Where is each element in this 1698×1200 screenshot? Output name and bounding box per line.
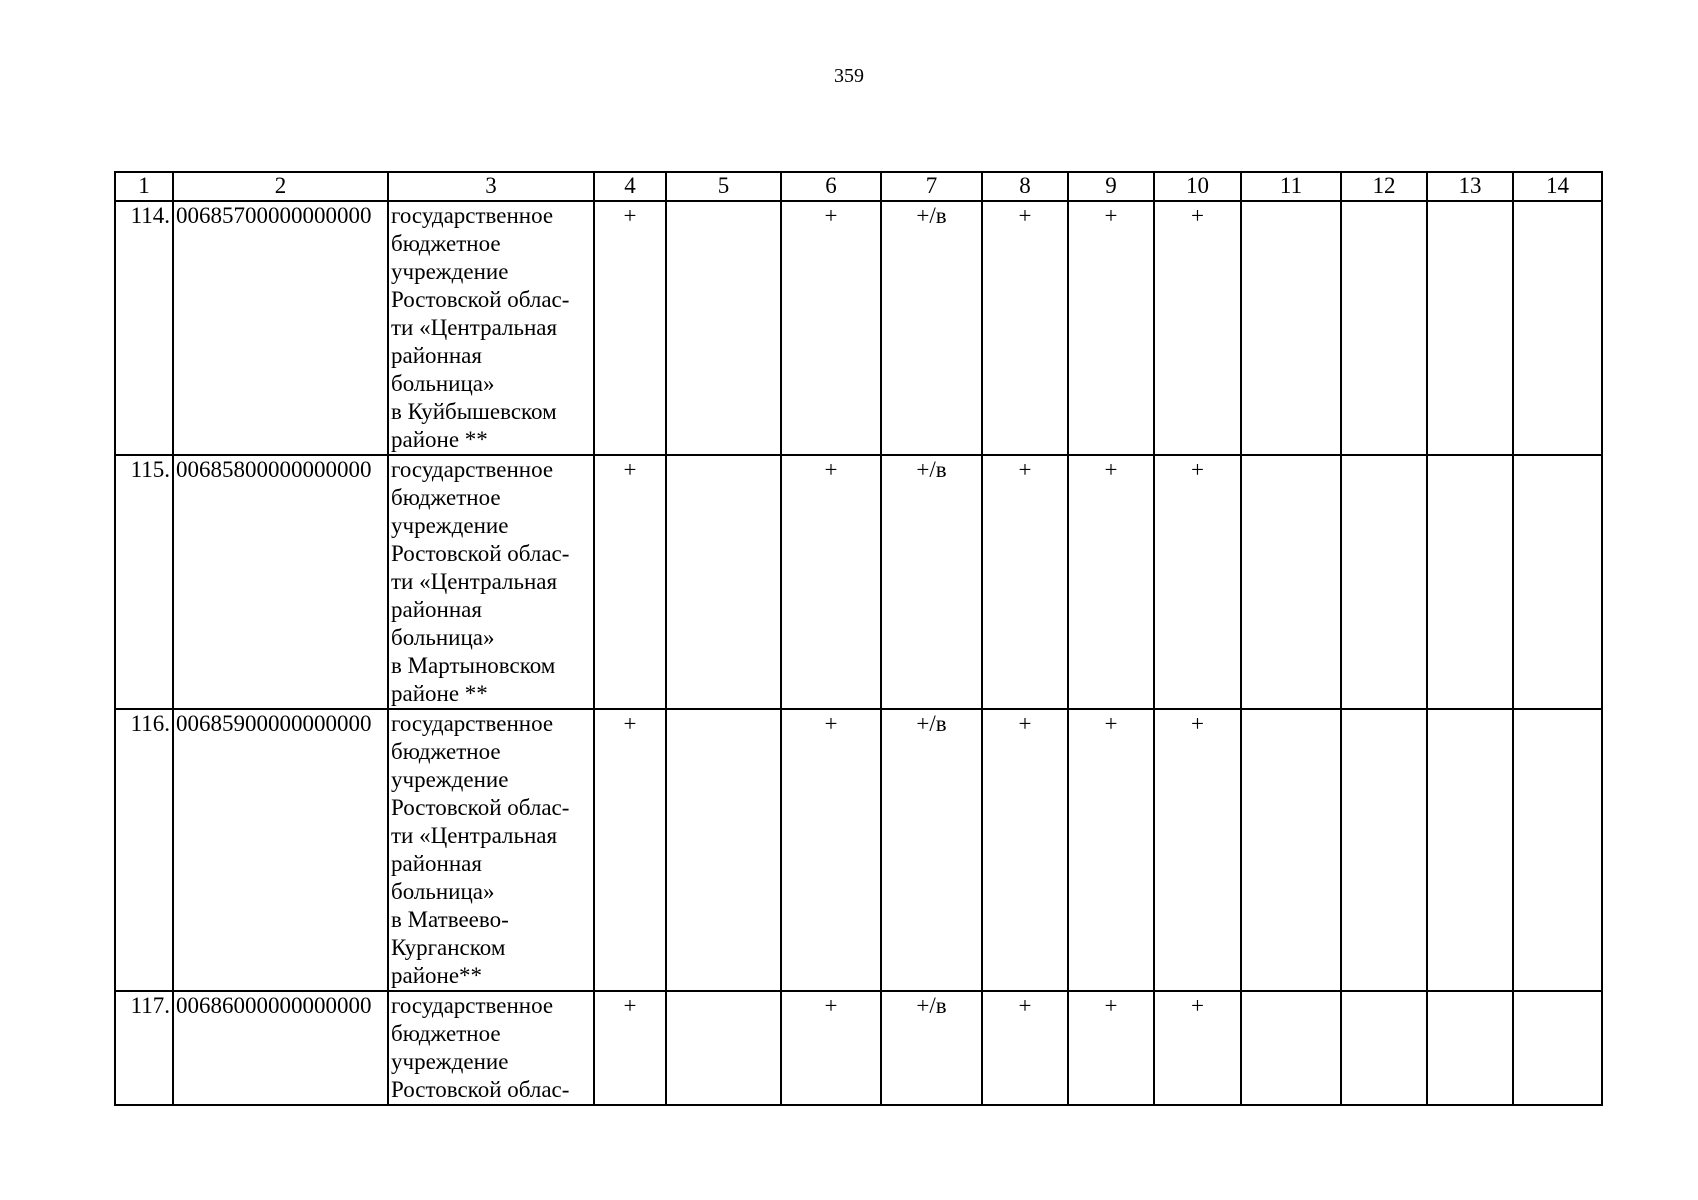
table-row (115, 991, 1602, 1105)
row-number: 114. (115, 201, 173, 455)
row-mark (1241, 201, 1341, 455)
row-mark: + (781, 455, 881, 709)
row-number: 117. (115, 991, 173, 1105)
row-mark (666, 201, 781, 455)
table-row (115, 201, 1602, 455)
row-mark: + (781, 709, 881, 991)
row-code: 00685900000000000 (173, 709, 388, 991)
row-mark (1513, 991, 1602, 1105)
column-header: 14 (1513, 172, 1602, 201)
row-mark (666, 991, 781, 1105)
row-mark: + (1068, 991, 1154, 1105)
column-header: 2 (173, 172, 388, 201)
row-number: 116. (115, 709, 173, 991)
row-mark: + (594, 201, 666, 455)
row-mark (1341, 991, 1427, 1105)
row-mark: + (1154, 455, 1241, 709)
row-organization-name: государственное бюджетное учреждение Ростовской облас- ти «Центральная районная больница» в Куйбышевском районе ** (388, 201, 594, 455)
row-mark (1513, 455, 1602, 709)
table-row (115, 709, 1602, 991)
row-mark: + (982, 455, 1068, 709)
row-mark (666, 709, 781, 991)
row-mark (1427, 455, 1513, 709)
table-row (115, 455, 1602, 709)
row-mark (1241, 455, 1341, 709)
row-mark: + (781, 201, 881, 455)
row-code: 00686000000000000 (173, 991, 388, 1105)
row-number: 115. (115, 455, 173, 709)
row-organization-name: государственное бюджетное учреждение Ростовской облас- (388, 991, 594, 1105)
row-mark: +/в (881, 991, 982, 1105)
column-header: 5 (666, 172, 781, 201)
row-mark: + (1154, 709, 1241, 991)
row-mark: + (982, 709, 1068, 991)
row-code: 00685800000000000 (173, 455, 388, 709)
column-header: 4 (594, 172, 666, 201)
row-mark: + (1068, 201, 1154, 455)
row-mark: + (982, 991, 1068, 1105)
row-mark: + (594, 455, 666, 709)
row-mark (1427, 201, 1513, 455)
column-header: 12 (1341, 172, 1427, 201)
column-header: 10 (1154, 172, 1241, 201)
row-mark (1341, 201, 1427, 455)
row-mark: +/в (881, 201, 982, 455)
row-mark: + (781, 991, 881, 1105)
row-organization-name: государственное бюджетное учреждение Ростовской облас- ти «Центральная районная больница» в Мартыновском районе ** (388, 455, 594, 709)
column-header: 13 (1427, 172, 1513, 201)
row-organization-name: государственное бюджетное учреждение Ростовской облас- ти «Центральная районная больница» в Матвеево- Курганском районе** (388, 709, 594, 991)
row-mark (1513, 709, 1602, 991)
row-mark: + (1068, 709, 1154, 991)
row-mark (1513, 201, 1602, 455)
page-number: 359 (834, 65, 864, 87)
row-mark: + (594, 709, 666, 991)
row-mark: + (1068, 455, 1154, 709)
registry-table (114, 171, 1603, 1106)
row-mark: + (982, 201, 1068, 455)
row-mark (1241, 709, 1341, 991)
column-header: 9 (1068, 172, 1154, 201)
column-header: 6 (781, 172, 881, 201)
row-mark (666, 455, 781, 709)
row-mark: +/в (881, 455, 982, 709)
row-mark: +/в (881, 709, 982, 991)
row-mark: + (1154, 201, 1241, 455)
row-mark (1341, 709, 1427, 991)
column-header: 7 (881, 172, 982, 201)
row-mark (1427, 709, 1513, 991)
row-mark (1241, 991, 1341, 1105)
column-header: 3 (388, 172, 594, 201)
table-header-row (115, 172, 1602, 201)
row-mark: + (594, 991, 666, 1105)
column-header: 11 (1241, 172, 1341, 201)
row-code: 00685700000000000 (173, 201, 388, 455)
row-mark (1341, 455, 1427, 709)
row-mark: + (1154, 991, 1241, 1105)
column-header: 8 (982, 172, 1068, 201)
column-header: 1 (115, 172, 173, 201)
row-mark (1427, 991, 1513, 1105)
